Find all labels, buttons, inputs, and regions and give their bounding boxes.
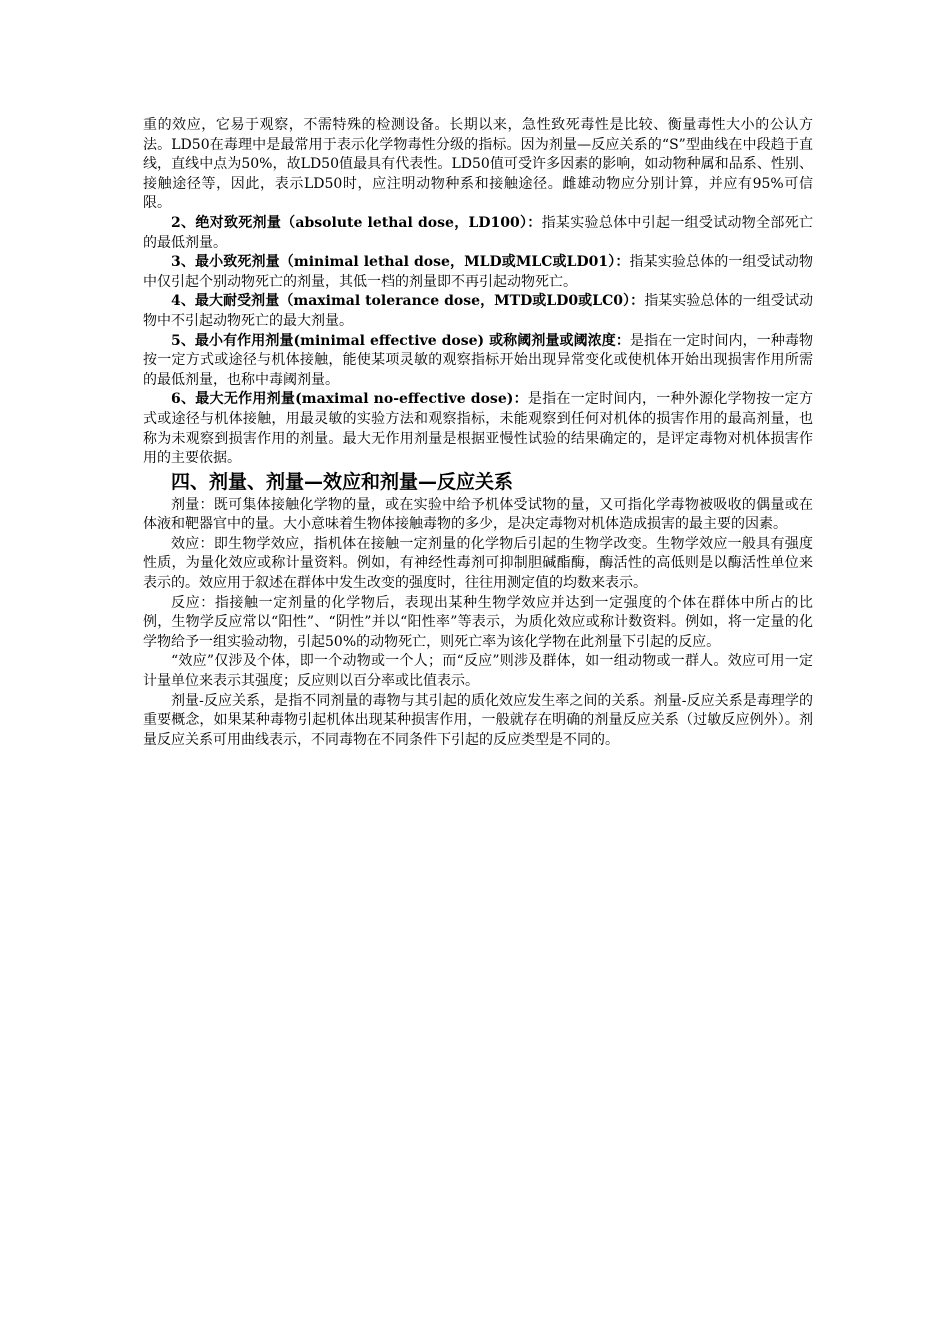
definition-term: 4、最大耐受剂量（maximal tolerance dose，MTD或LD0或LC0）：	[171, 293, 645, 310]
definition-text: 是指在一定时间内，一种毒物按一定方式或途径与机体接触，能使某项灵敏的观察指标开始出现异常变化或使机体开始出现损害作用所需的最低剂量，也称中毒阈剂量。	[143, 332, 814, 388]
definition-text: 指某实验总体的一组受试动物中仅引起个别动物死亡的剂量，其低一档的剂量即不再引起动物死亡。	[143, 254, 813, 290]
section-heading: 四、剂量、剂量—效应和剂量—反应关系	[171, 470, 514, 493]
paragraph-effect: 效应：即生物学效应，指机体在接触一定剂量的化学物后引起的生物学改变。生物学效应一般具有强度性质，为量化效应或称计量资料。例如，有神经性毒剂可抑制胆碱酯酶，酶活性的高低则是以酶活性单位来表示的。效应用于叙述在群体中发生改变的强度时，往往用测定值的均数来表示。	[143, 535, 813, 592]
document-body	[143, 116, 813, 750]
paragraph-response: 反应：指接触一定剂量的化学物后，表现出某种生物学效应并达到一定强度的个体在群体中所占的比例，生物学反应常以“阳性”、“阴性”并以“阳性率”等表示，为质化效应或称计数资料。例如，将一定量的化学物给予一组实验动物，引起50%的动物死亡，则死亡率为该化学物在此剂量下引起的反应。	[143, 594, 813, 650]
paragraph-dose-response: 剂量-反应关系，是指不同剂量的毒物与其引起的质化效应发生率之间的关系。剂量-反应关系是毒理学的重要概念，如果某种毒物引起机体出现某种损害作用，一般就存在明确的剂量反应关系（过敏反应例外）。剂量反应关系可用曲线表示，不同毒物在不同条件下引起的反应类型是不同的。	[143, 692, 813, 748]
definition-text: 指某实验总体的一组受试动物中不引起动物死亡的最大剂量。	[143, 293, 813, 329]
definition-noel	[143, 390, 813, 468]
paragraph-dose: 剂量：既可集体接触化学物的量，或在实验中给予机体受试物的量，又可指化学毒物被吸收的偶量或在体液和靶器官中的量。大小意味着生物体接触毒物的多少，是决定毒物对机体造成损害的最主要的因素。	[143, 496, 813, 533]
paragraph-comparison: “效应”仅涉及个体，即一个动物或一个人；而“反应”则涉及群体，如一组动物或一群人。效应可用一定计量单位来表示其强度；反应则以百分率或比值表示。	[143, 653, 813, 690]
definition-med	[143, 332, 813, 391]
definition-text: 指某实验总体中引起一组受试动物全部死亡的最低剂量。	[143, 214, 814, 251]
definition-term: 2、绝对致死剂量（absolute lethal dose，LD100）：	[171, 214, 542, 231]
intro-paragraph: 重的效应，它易于观察，不需特殊的检测设备。长期以来，急性致死毒性是比较、衡量毒性大小的公认方法。LD50在毒理中是最常用于表示化学物毒性分级的指标。因为剂量—反应关系的“S”型曲线在中段趋于直线，直线中点为50%，故LD50值最具有代表性。LD50值可受许多因素的影响，如动物种属和品系、性别、接触途径等，因此，表示LD50时，应注明动物种系和接触途径。雌雄动物应分别计算，并应有95%可信限。	[143, 117, 813, 212]
definition-ld100	[143, 214, 813, 253]
definition-term: 6、最大无作用剂量(maximal no-effective dose)：	[171, 391, 528, 408]
definition-mtd	[143, 292, 813, 331]
definition-text: 是指在一定时间内，一种外源化学物按一定方式或途径与机体接触，用最灵敏的实验方法和观察指标，未能观察到任何对机体的损害作用的最高剂量，也称为未观察到损害作用的剂量。最大无作用剂量是根据亚慢性试验的结果确定的，是评定毒物对机体损害作用的主要依据。	[143, 391, 814, 467]
definition-term: 5、最小有作用剂量(minimal effective dose) 或称阈剂量或阈浓度：	[171, 332, 630, 349]
definition-mld	[143, 253, 813, 292]
definition-term: 3、最小致死剂量（minimal lethal dose，MLD或MLC或LD01）：	[171, 254, 630, 271]
